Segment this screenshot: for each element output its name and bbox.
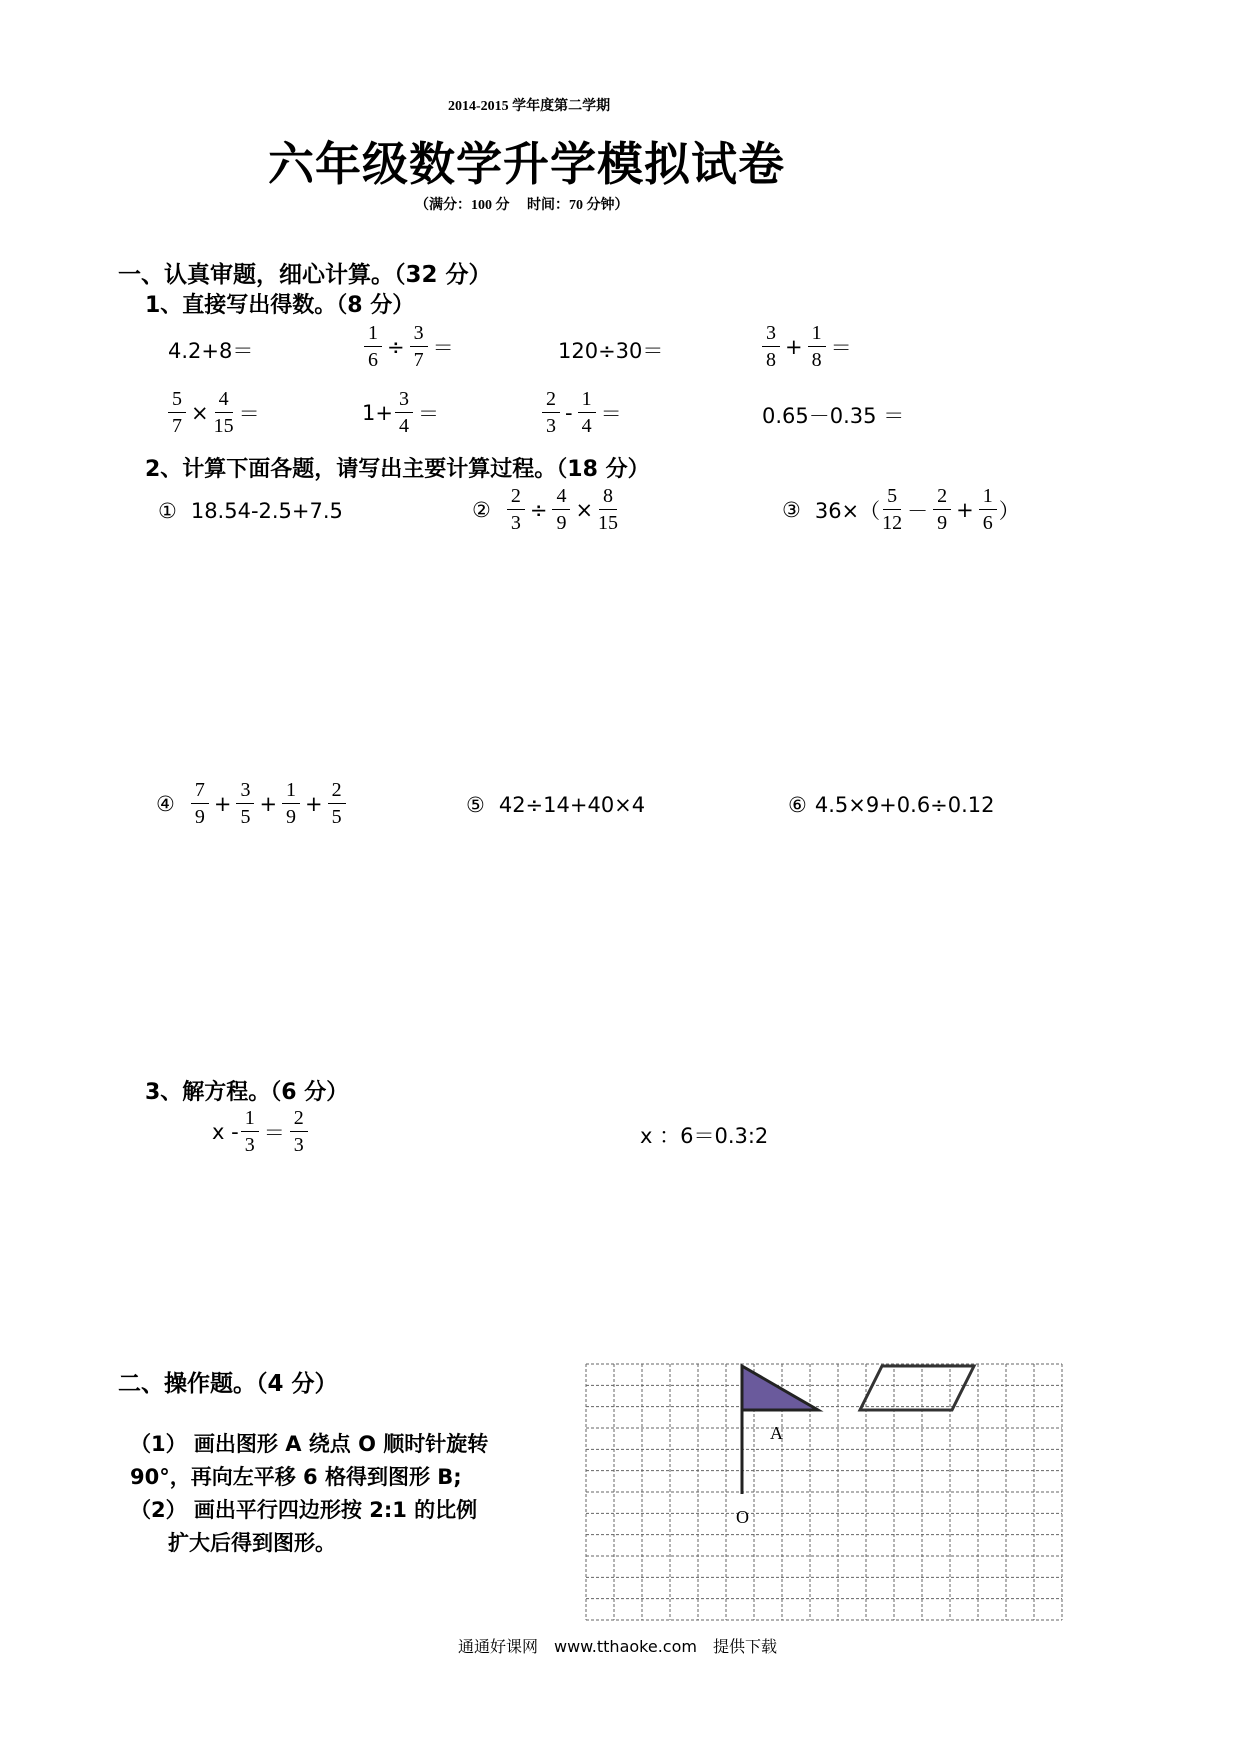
denominator: 6 <box>368 349 378 371</box>
fraction <box>808 323 826 370</box>
fraction <box>290 1108 308 1155</box>
exam-meta: （满分：100 分 时间：70 分钟） <box>415 198 629 213</box>
denominator: 9 <box>556 512 567 534</box>
q2-problem-6 <box>788 793 995 817</box>
equals-sign: ＝ <box>432 335 454 360</box>
operator: × <box>191 400 209 425</box>
q1-item-a-text: 4.2+8＝ <box>168 339 254 363</box>
denominator: 9 <box>194 806 205 828</box>
numerator: 3 <box>395 389 413 413</box>
operator: ÷ <box>387 334 405 359</box>
operator: － <box>907 498 929 523</box>
numerator: 2 <box>542 389 560 413</box>
section-1-title: 一、认真审题，细心计算。（32 分） <box>118 262 492 288</box>
q2-problem-2 <box>472 486 620 533</box>
q1-item-c-text: 120÷30＝ <box>558 339 664 363</box>
figure-a-triangle <box>742 1366 818 1410</box>
question-1-title: 1、直接写出得数。（8 分） <box>145 293 415 318</box>
q2-problem-1 <box>158 499 343 523</box>
q2-problem-3 <box>782 486 1020 533</box>
fraction <box>933 486 951 533</box>
fraction <box>364 323 382 370</box>
problem-number: ④ <box>156 791 175 816</box>
problem-number: ③ <box>782 497 801 522</box>
equals-sign: ＝ <box>600 401 622 426</box>
fraction <box>542 389 560 436</box>
operation-line-1: （1） 画出图形 A 绕点 O 顺时针旋转 <box>130 1432 489 1456</box>
numerator: 1 <box>808 323 826 347</box>
q3-equation-2 <box>640 1120 768 1150</box>
numerator: 2 <box>290 1108 308 1132</box>
q2-problem-5 <box>466 793 645 817</box>
fraction <box>328 780 346 827</box>
numerator: 3 <box>236 780 254 804</box>
denominator: 7 <box>413 349 424 371</box>
expression-prefix: 36×（ <box>814 498 881 523</box>
numerator: 1 <box>241 1108 259 1132</box>
operation-line-2: 90°，再向左平移 6 格得到图形 B; <box>130 1465 462 1489</box>
q3-equation-1 <box>212 1108 310 1155</box>
denominator: 12 <box>882 512 903 534</box>
denominator: 15 <box>598 512 619 534</box>
fraction <box>282 780 300 827</box>
problem-number: ⑤ <box>466 793 485 817</box>
numerator: 5 <box>883 486 901 510</box>
q1-item-d <box>760 323 855 370</box>
q1-item-e <box>166 389 263 436</box>
numerator: 4 <box>552 486 570 510</box>
operator: + <box>305 791 323 816</box>
section-2-title: 二、操作题。（4 分） <box>118 1371 338 1397</box>
question-3-title: 3、解方程。（6 分） <box>145 1080 349 1105</box>
operator: + <box>785 334 803 359</box>
q1-item-h <box>762 400 904 430</box>
q1-item-b <box>362 323 457 370</box>
numerator: 2 <box>507 486 525 510</box>
q1-item-c <box>558 335 663 365</box>
parallelogram <box>860 1366 974 1410</box>
operator: + <box>956 497 974 522</box>
grid-lines <box>586 1364 1062 1620</box>
expression-prefix: 1+ <box>362 400 393 425</box>
operation-line-4: 扩大后得到图形。 <box>168 1531 336 1555</box>
numerator: 4 <box>215 389 233 413</box>
denominator: 9 <box>937 512 948 534</box>
problem-number: ② <box>472 497 491 522</box>
fraction <box>578 389 596 436</box>
question-2-title: 2、计算下面各题，请写出主要计算过程。（18 分） <box>145 457 650 482</box>
problem-number: ⑥ <box>788 793 807 817</box>
denominator: 3 <box>546 415 556 437</box>
equals-sign: ＝ <box>238 401 260 426</box>
fraction <box>882 486 902 533</box>
q2-problem-4 <box>156 780 348 827</box>
fraction <box>762 323 780 370</box>
fraction <box>236 780 254 827</box>
problem-expression: 18.54-2.5+7.5 <box>190 499 343 523</box>
operator: + <box>213 791 232 816</box>
denominator: 5 <box>240 806 251 828</box>
operator: ÷ <box>529 497 548 522</box>
operation-line-3: （2） 画出平行四边形按 2:1 的比例 <box>130 1498 478 1522</box>
problem-number: ① <box>158 499 177 523</box>
denominator: 3 <box>510 512 521 534</box>
q1-item-a <box>168 335 253 365</box>
fraction <box>507 486 525 533</box>
denominator: 8 <box>766 349 776 371</box>
operator: - <box>565 400 573 425</box>
denominator: 7 <box>172 415 182 437</box>
numerator: 5 <box>168 389 186 413</box>
page-title: 六年级数学升学模拟试卷 <box>268 137 785 191</box>
expression-suffix: ） <box>998 498 1020 523</box>
denominator: 4 <box>581 415 592 437</box>
equals-sign: ＝ <box>263 1120 285 1145</box>
footer-credit: 通通好课网 www.tthaoke.com 提供下载 <box>458 1637 777 1656</box>
numerator: 2 <box>328 780 346 804</box>
denominator: 9 <box>286 806 297 828</box>
numerator: 2 <box>933 486 951 510</box>
numerator: 1 <box>282 780 300 804</box>
numerator: 1 <box>979 486 997 510</box>
expression-prefix: x - <box>212 1119 239 1144</box>
numerator: 7 <box>191 780 209 804</box>
q1-item-g <box>540 389 625 436</box>
equals-sign: ＝ <box>830 335 852 360</box>
fraction <box>191 780 209 827</box>
label-o: O <box>736 1507 749 1527</box>
problem-expression: 42÷14+40×4 <box>498 793 646 817</box>
denominator: 4 <box>398 415 409 437</box>
q1-item-h-text: 0.65－0.35 ＝ <box>762 404 905 428</box>
equation-text: x ：6＝0.3:2 <box>640 1124 769 1148</box>
denominator: 8 <box>811 349 822 371</box>
fraction <box>979 486 997 533</box>
numerator: 1 <box>364 323 382 347</box>
numerator: 8 <box>599 486 617 510</box>
numerator: 3 <box>410 323 428 347</box>
numerator: 1 <box>578 389 596 413</box>
denominator: 15 <box>213 415 234 437</box>
denominator: 3 <box>244 1134 255 1156</box>
operator: + <box>259 791 278 816</box>
fraction <box>395 389 413 436</box>
fraction <box>214 389 234 436</box>
semester-label: 2014-2015 学年度第二学期 <box>448 99 611 114</box>
fraction <box>552 486 570 533</box>
fraction <box>598 486 618 533</box>
fraction <box>168 389 186 436</box>
denominator: 3 <box>293 1134 304 1156</box>
fraction <box>410 323 428 370</box>
operator: × <box>575 497 594 522</box>
equals-sign: ＝ <box>417 401 439 426</box>
problem-expression: 4.5×9+0.6÷0.12 <box>814 793 995 817</box>
label-a: A <box>770 1423 783 1443</box>
fraction <box>241 1108 259 1155</box>
q1-item-f <box>362 389 442 436</box>
numerator: 3 <box>762 323 780 347</box>
denominator: 6 <box>982 512 993 534</box>
drawing-grid <box>582 1360 1066 1624</box>
denominator: 5 <box>331 806 342 828</box>
